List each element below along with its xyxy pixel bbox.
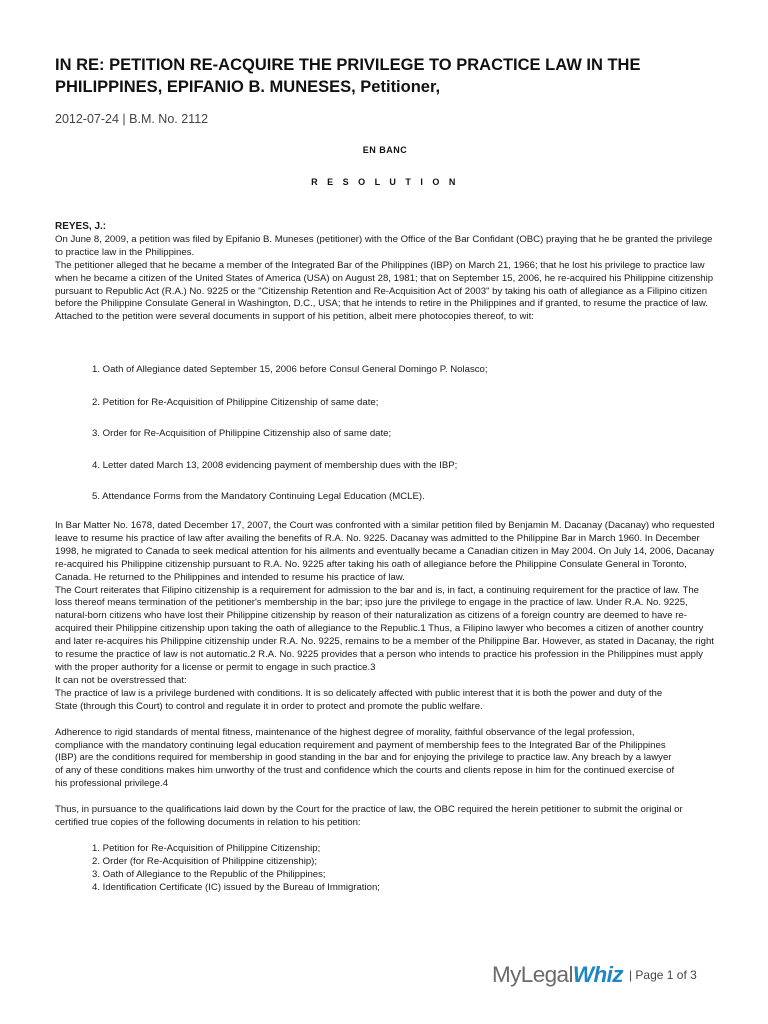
paragraph: In Bar Matter No. 1678, dated December 17, 2007, the Court was confronted with a similar petition filed by Benjamin M. Dacanay (Dacanay) who requested leave to resume his practice of law after availing the benefits of R.A. No. 9225. Dacanay was admitted to the Philippine Bar in March 1960. In December 1998, he migrated to Canada to seek medical attention for his ailments and eventually became a Canadian citizen in May 2004. On July 14, 2006, Dacanay re-acquired his Philippine citizenship pursuant to R.A. No. 9225 after taking his oath of allegiance before the Philippine Consulate General in Toronto, Canada. He returned to the Philippines and intended to resume his practice of law. <box>55 520 715 583</box>
main-section <box>55 520 715 895</box>
list-item: 2. Petition for Re-Acquisition of Philippine Citizenship of same date; <box>92 397 379 408</box>
list-item: 3. Order for Re-Acquisition of Philippine Citizenship also of same date; <box>92 428 392 439</box>
list-item: 4. Letter dated March 13, 2008 evidencing payment of membership dues with the IBP; <box>92 460 458 471</box>
page-footer <box>492 960 697 990</box>
logo-text-whiz: Whiz <box>572 962 623 987</box>
list-item: 4. Identification Certificate (IC) issued by the Bureau of Immigration; <box>92 881 380 893</box>
list-item: 3. Oath of Allegiance to the Republic of the Philippines; <box>92 868 326 880</box>
paragraph: It can not be overstressed that: <box>55 674 187 686</box>
paragraph: On June 8, 2009, a petition was filed by Epifanio B. Muneses (petitioner) with the Office of the Bar Confidant (OBC) praying that he be granted the privilege to practice law in the Philippines. <box>55 233 713 258</box>
block-quote: Adherence to rigid standards of mental fitness, maintenance of the highest degree of morality, faithful observance of the legal profession, compliance with the mandatory continuing legal education requirement and payment of membership fees to the Integrated Bar of the Philippines (IBP) are the conditions required for membership in good standing in the bar and for enjoying the privilege to practice law. Any breach by a lawyer of any of these conditions makes him unworthy of the trust and confidence which the courts and clients repose in him for the continued exercise of his professional privilege.4 <box>55 726 675 790</box>
document-meta: 2012-07-24 | B.M. No. 2112 <box>55 112 209 126</box>
document-title: IN RE: PETITION RE-ACQUIRE THE PRIVILEGE TO PRACTICE LAW IN THE PHILIPPINES, EPIFANIO B. MUNESES, Petitioner, <box>55 56 641 96</box>
paragraph: Thus, in pursuance to the qualifications laid down by the Court for the practice of law, the OBC required the herein petitioner to submit the original or certified true copies of the following documents in relation to his petition: <box>55 804 683 829</box>
required-documents-list <box>55 843 715 895</box>
mylegalwhiz-logo[interactable] <box>492 962 623 988</box>
list-item: 2. Order (for Re-Acquisition of Philippine citizenship); <box>92 855 318 867</box>
logo-text-mylegal: MyLegal <box>492 962 573 987</box>
paragraph: The petitioner alleged that he became a member of the Integrated Bar of the Philippines (IBP) on March 21, 1966; that he lost his privilege to practice law when he became a citizen of the United States of America (USA) on August 28, 1981; that on September 15, 2006, he re-acquired his Philippine citizenship pursuant to Republic Act (R.A.) No. 9225 or the "Citizenship Retention and Re-Acquisition Act of 2003" by taking his oath of allegiance as a Filipino citizen before the Philippine Consulate General in Washington, D.C., USA; that he intends to retire in the Philippines and if granted, to resume the practice of law. Attached to the petition were several documents in support of his petition, albeit mere photocopies thereof, to wit: <box>55 259 714 323</box>
paragraph: The Court reiterates that Filipino citizenship is a requirement for admission to the bar and is, in fact, a continuing requirement for the practice of law. The loss thereof means termination of the petitioner's membership in the bar; ipso jure the privilege to engage in the practice of law. Under R.A. No. 9225, natural-born citizens who have lost their Philippine citizenship by reason of their naturalization as citizens of a foreign country are deemed to have re-acquired their Philippine citizenship upon taking the oath of allegiance to the Republic.1 Thus, a Filipino lawyer who becomes a citizen of another country and later re-acquires his Philippine citizenship under R.A. No. 9225, remains to be a member of the Philippine Bar. However, as stated in Dacanay, the right to resume the practice of law is not automatic.2 R.A. No. 9225 provides that a person who intends to practice his profession in the Philippines must apply with the proper authority for a license or permit to engage in such practice.3 <box>55 584 714 673</box>
ponente: REYES, J.: <box>55 221 107 232</box>
division-heading: EN BANC <box>362 145 408 155</box>
block-quote: The practice of law is a privilege burdened with conditions. It is so delicately affected with public interest that it is both the power and duty of the State (through this Court) to control and regulate it in order to protect and promote the public welfare. <box>55 687 663 712</box>
list-item: 1. Oath of Allegiance dated September 15, 2006 before Consul General Domingo P. Nolasco; <box>92 364 488 375</box>
opening-section <box>55 221 715 324</box>
resolution-heading: R E S O L U T I O N <box>311 177 459 187</box>
list-item: 1. Petition for Re-Acquisition of Philippine Citizenship; <box>92 842 321 854</box>
page-number: | Page 1 of 3 <box>628 968 697 982</box>
list-item: 5. Attendance Forms from the Mandatory Continuing Legal Education (MCLE). <box>92 491 425 502</box>
